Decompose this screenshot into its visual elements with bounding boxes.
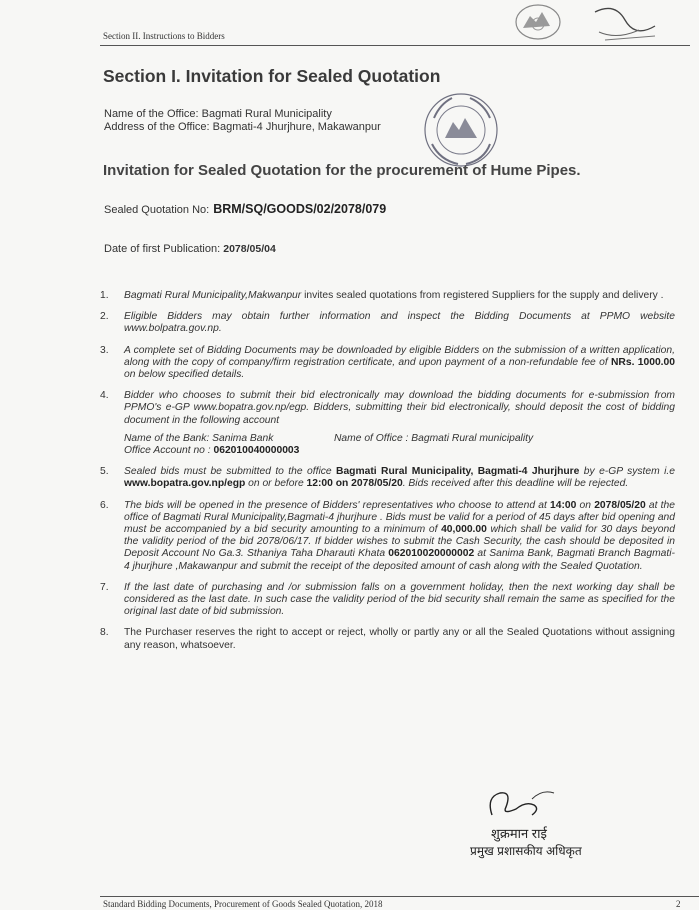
list-item: 8. The Purchaser reserves the right to accept or reject, wholly or partly any or all the Sealed Quotations without assigning any reason, whatsoever. (100, 627, 675, 651)
list-item: 5. Sealed bids must be submitted to the office Bagmati Rural Municipality, Bagmati-4 Jhurjhure by e-GP system i.e www.bopatra.gov.np/egp on or before 12:00 on 2078/05/20. Bids received after this deadline will be rejected. (100, 466, 675, 490)
list-item: 7. If the last date of purchasing and /or submission falls on a government holiday, then the next working day shall be considered as the last date. In such case the validity period of the bid security shall remain the same as specified for the original last date of bid submission. (100, 581, 675, 618)
bank-details (124, 433, 675, 445)
publication-date-row (104, 243, 276, 255)
page-title: Section I. Invitation for Sealed Quotation (103, 66, 441, 86)
office-details (104, 108, 381, 134)
publication-date: 2078/05/04 (223, 243, 276, 255)
signatory-designation: प्रमुख प्रशासकीय अधिकृत (470, 844, 582, 858)
page-footer: Standard Bidding Documents, Procurement of Goods Sealed Quotation, 2018 (103, 899, 383, 909)
list-item: 2. Eligible Bidders may obtain further information and inspect the Bidding Documents at PPMO website www.bolpatra.gov.np. (100, 311, 675, 335)
invitation-subtitle: Invitation for Sealed Quotation for the procurement of Hume Pipes. (103, 162, 581, 179)
instructions-list (100, 290, 675, 661)
quotation-number-row (104, 202, 386, 216)
bank-office-name: Name of Office : Bagmati Rural municipality (334, 432, 534, 444)
page-number: 2 (676, 899, 681, 909)
account-label: Office Account no : (124, 445, 214, 457)
office-address-label: Address of the Office: (104, 121, 210, 133)
office-name-label: Name of the Office: (104, 108, 199, 120)
page-header: Section II. Instructions to Bidders (103, 31, 225, 41)
footer-rule (100, 896, 699, 897)
list-item: 3. A complete set of Bidding Documents may be downloaded by eligible Bidders on the submission of a written application, along with the copy of company/firm registration certificate, and upon payment of a non-refundable fee of NRs. 1000.00 on below specified details. (100, 344, 675, 381)
office-address: Bagmati-4 Jhurjhure, Makawanpur (212, 121, 381, 133)
publication-date-label: Date of first Publication: (104, 243, 221, 255)
list-item: 6. The bids will be opened in the presence of Bidders' representatives who choose to attend at 14:00 on 2078/05/20 at the office of Bagmati Rural Municipality,Bagmati-4 jhurjhure . Bids must be valid for a period of 45 days after bid opening and must be accompanied by a bid security amounting to a minimum of 40,000.00 which shall be valid for 30 days beyond the validity period of the bid 2078/06/17. If bidder wishes to submit the Cash Security, the cash should be deposited in Deposit Account No Ga.3. Sthaniya Taha Dharauti Khata 062010020000002 at Sanima Bank, Bagmati Branch Bagmati-4 jhurjhure ,Makawanpur and submit the receipt of the deposited amount of cash along with the Sealed Quotation. (100, 499, 675, 572)
bank-name: Name of the Bank: Sanima Bank (124, 432, 274, 444)
quotation-number: BRM/SQ/GOODS/02/2078/079 (213, 202, 387, 216)
top-stamp-icon (585, 2, 665, 48)
account-number: 062010040000003 (213, 445, 300, 457)
top-seal-icon (508, 2, 568, 44)
office-name: Bagmati Rural Municipality (201, 108, 332, 120)
list-item: 1. Bagmati Rural Municipality,Makwanpur invites sealed quotations from registered Suppliers for the supply and delivery . (100, 290, 664, 301)
list-item: 4. Bidder who chooses to submit their bid electronically may download the bidding documents for e-submission from PPMO's e-GP www.bopatra.gov.np/egp. Bidders, submitting their bid electronically, should deposit the cost of bidding document in the following account Name of the Bank: Sanima Bank Name of Office : Bagmati Rural municipality Office Account no : 062010040000003 (100, 390, 675, 457)
municipality-seal-icon (420, 88, 502, 172)
quotation-number-label: Sealed Quotation No: (104, 204, 210, 216)
signatory-name: शुक्रमान राई (491, 826, 547, 841)
